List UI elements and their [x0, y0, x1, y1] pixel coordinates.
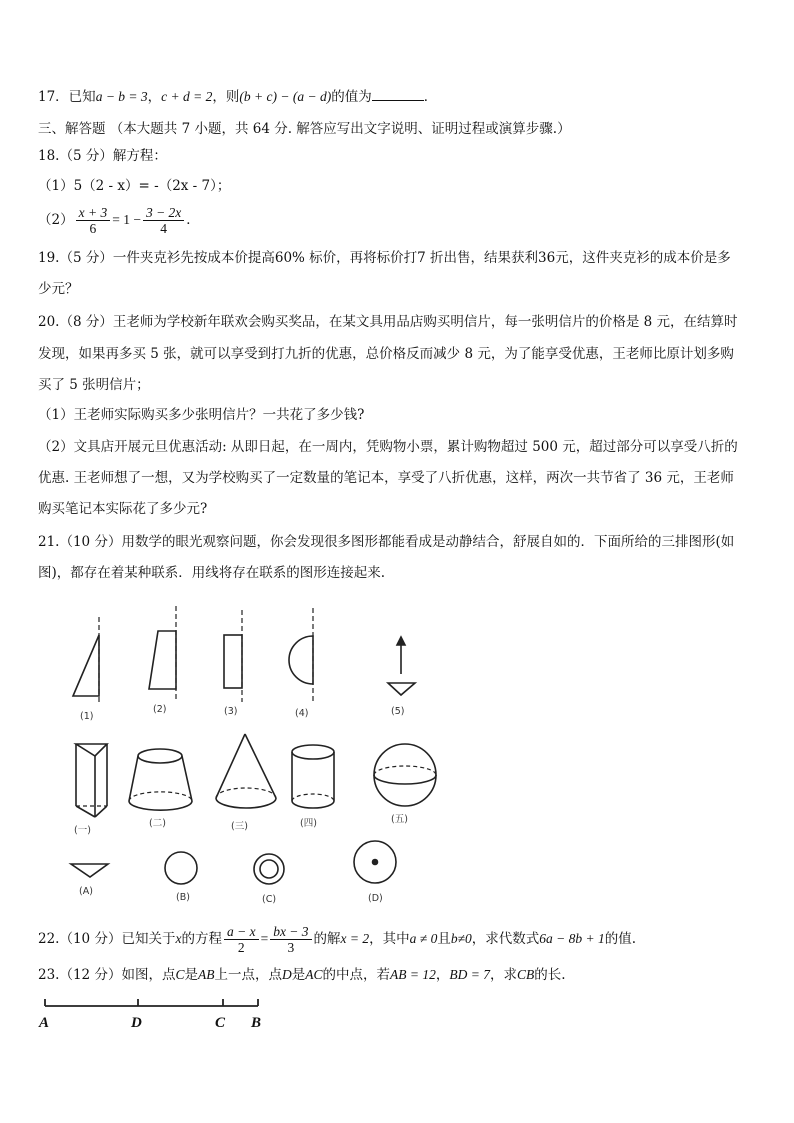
segment-ab	[45, 999, 258, 1006]
label-wu: (五)	[391, 814, 408, 825]
q21-line2: 图)，都存在着某种联系．用线将存在联系的图形连接起来.	[38, 565, 386, 581]
solid-cone	[216, 734, 276, 808]
label-3: (3)	[224, 706, 238, 717]
section-heading: 三、解答题 （本大题共 7 小题，共 64 分. 解答应写出文字说明、证明过程或演算步骤.）	[38, 121, 571, 137]
q20-line3: 买了 5 张明信片；	[38, 377, 150, 393]
q20-part1: （1）王老师实际购买多少张明信片？一共花了多少钱?	[38, 407, 365, 423]
shape-3-rectangle	[224, 610, 242, 702]
label-A: (A)	[79, 886, 93, 897]
q20-line1: 20.（8 分）王老师为学校新年联欢会购买奖品，在某文具用品店购买明信片，每一张明信片的价格是 8 元，在结算时	[38, 314, 738, 330]
shape-5-arrow-triangle	[388, 637, 415, 695]
point-C: C	[215, 1015, 226, 1031]
view-b-circle	[165, 852, 197, 884]
q18-title: 18.（5 分）解方程：	[38, 148, 167, 164]
label-D: (D)	[368, 893, 383, 904]
solid-sphere	[374, 744, 436, 806]
point-B: B	[251, 1015, 262, 1031]
shape-1-right-triangle	[73, 617, 99, 704]
point-D: D	[131, 1015, 142, 1031]
point-A: A	[39, 1015, 50, 1031]
q20-line2: 发现，如果再多买 5 张，就可以享受到打九折的优惠，总价格反而减少 8 元，为了能享受优惠，王老师比原计划多购	[38, 346, 734, 362]
solid-frustum	[129, 749, 192, 810]
q19-line2: 少元？	[38, 281, 79, 297]
solid-triangular-prism	[76, 744, 107, 817]
label-san: (三)	[231, 821, 248, 832]
label-C: (C)	[262, 894, 277, 905]
label-yi: (一)	[74, 825, 91, 836]
q23: 23.（12 分）如图，点C是AB上一点，点D是AC的中点，若AB = 12，BD = 7，求CB的长.	[38, 967, 566, 983]
q22: 22.（10 分）已知关于x的方程 $\frac{a - x}{2}$ = $\frac{bx - 3}{3}$ 的解x = 2，其中a ≠ 0且b≠0，求代数式6a − 8b + 1的值.	[38, 924, 637, 955]
view-d-circle-dot	[354, 841, 396, 883]
label-5: (5)	[391, 706, 405, 717]
q18-part2: （2） $\frac{x + 3}{6}$ = 1 − $\frac{3 - 2x}{4}$ ．	[38, 205, 200, 236]
q20-part2c: 购买笔记本实际花了多少元?	[38, 501, 208, 517]
view-a-triangle	[71, 864, 108, 877]
solid-cylinder	[292, 745, 334, 808]
view-c-ring	[254, 854, 284, 884]
q21-line1: 21.（10 分）用数学的眼光观察问题，你会发现很多图形都能看成是动静结合，舒展自如的．下面所给的三排图形(如	[38, 534, 735, 550]
label-2: (2)	[153, 704, 167, 715]
shape-4-semicircle	[289, 608, 313, 702]
q19-line1: 19.（5 分）一件夹克衫先按成本价提高60% 标价，再将标价打7 折出售，结果获利36元，这件夹克衫的成本价是多	[38, 250, 731, 266]
q17: 17．已知a − b = 3，c + d = 2，则(b + c) − (a − d)的值为 ．	[38, 89, 438, 105]
q18-part1: （1）5（2 - x）= -（2x - 7）；	[38, 178, 231, 194]
label-er: (二)	[149, 818, 166, 829]
q20-part2a: （2）文具店开展元旦优惠活动: 从即日起，在一周内，凭购物小票，累计购物超过 500 元，超过部分可以享受八折的	[38, 439, 738, 455]
label-B: (B)	[176, 892, 190, 903]
label-4: (4)	[295, 708, 309, 719]
label-si: (四)	[300, 818, 317, 829]
shape-2-trapezoid	[149, 606, 176, 702]
q20-part2b: 优惠. 王老师想了一想，又为学校购买了一定数量的笔记本，享受了八折优惠，这样，两次一共节省了 36 元，王老师	[38, 470, 734, 486]
label-1: (1)	[80, 711, 94, 722]
